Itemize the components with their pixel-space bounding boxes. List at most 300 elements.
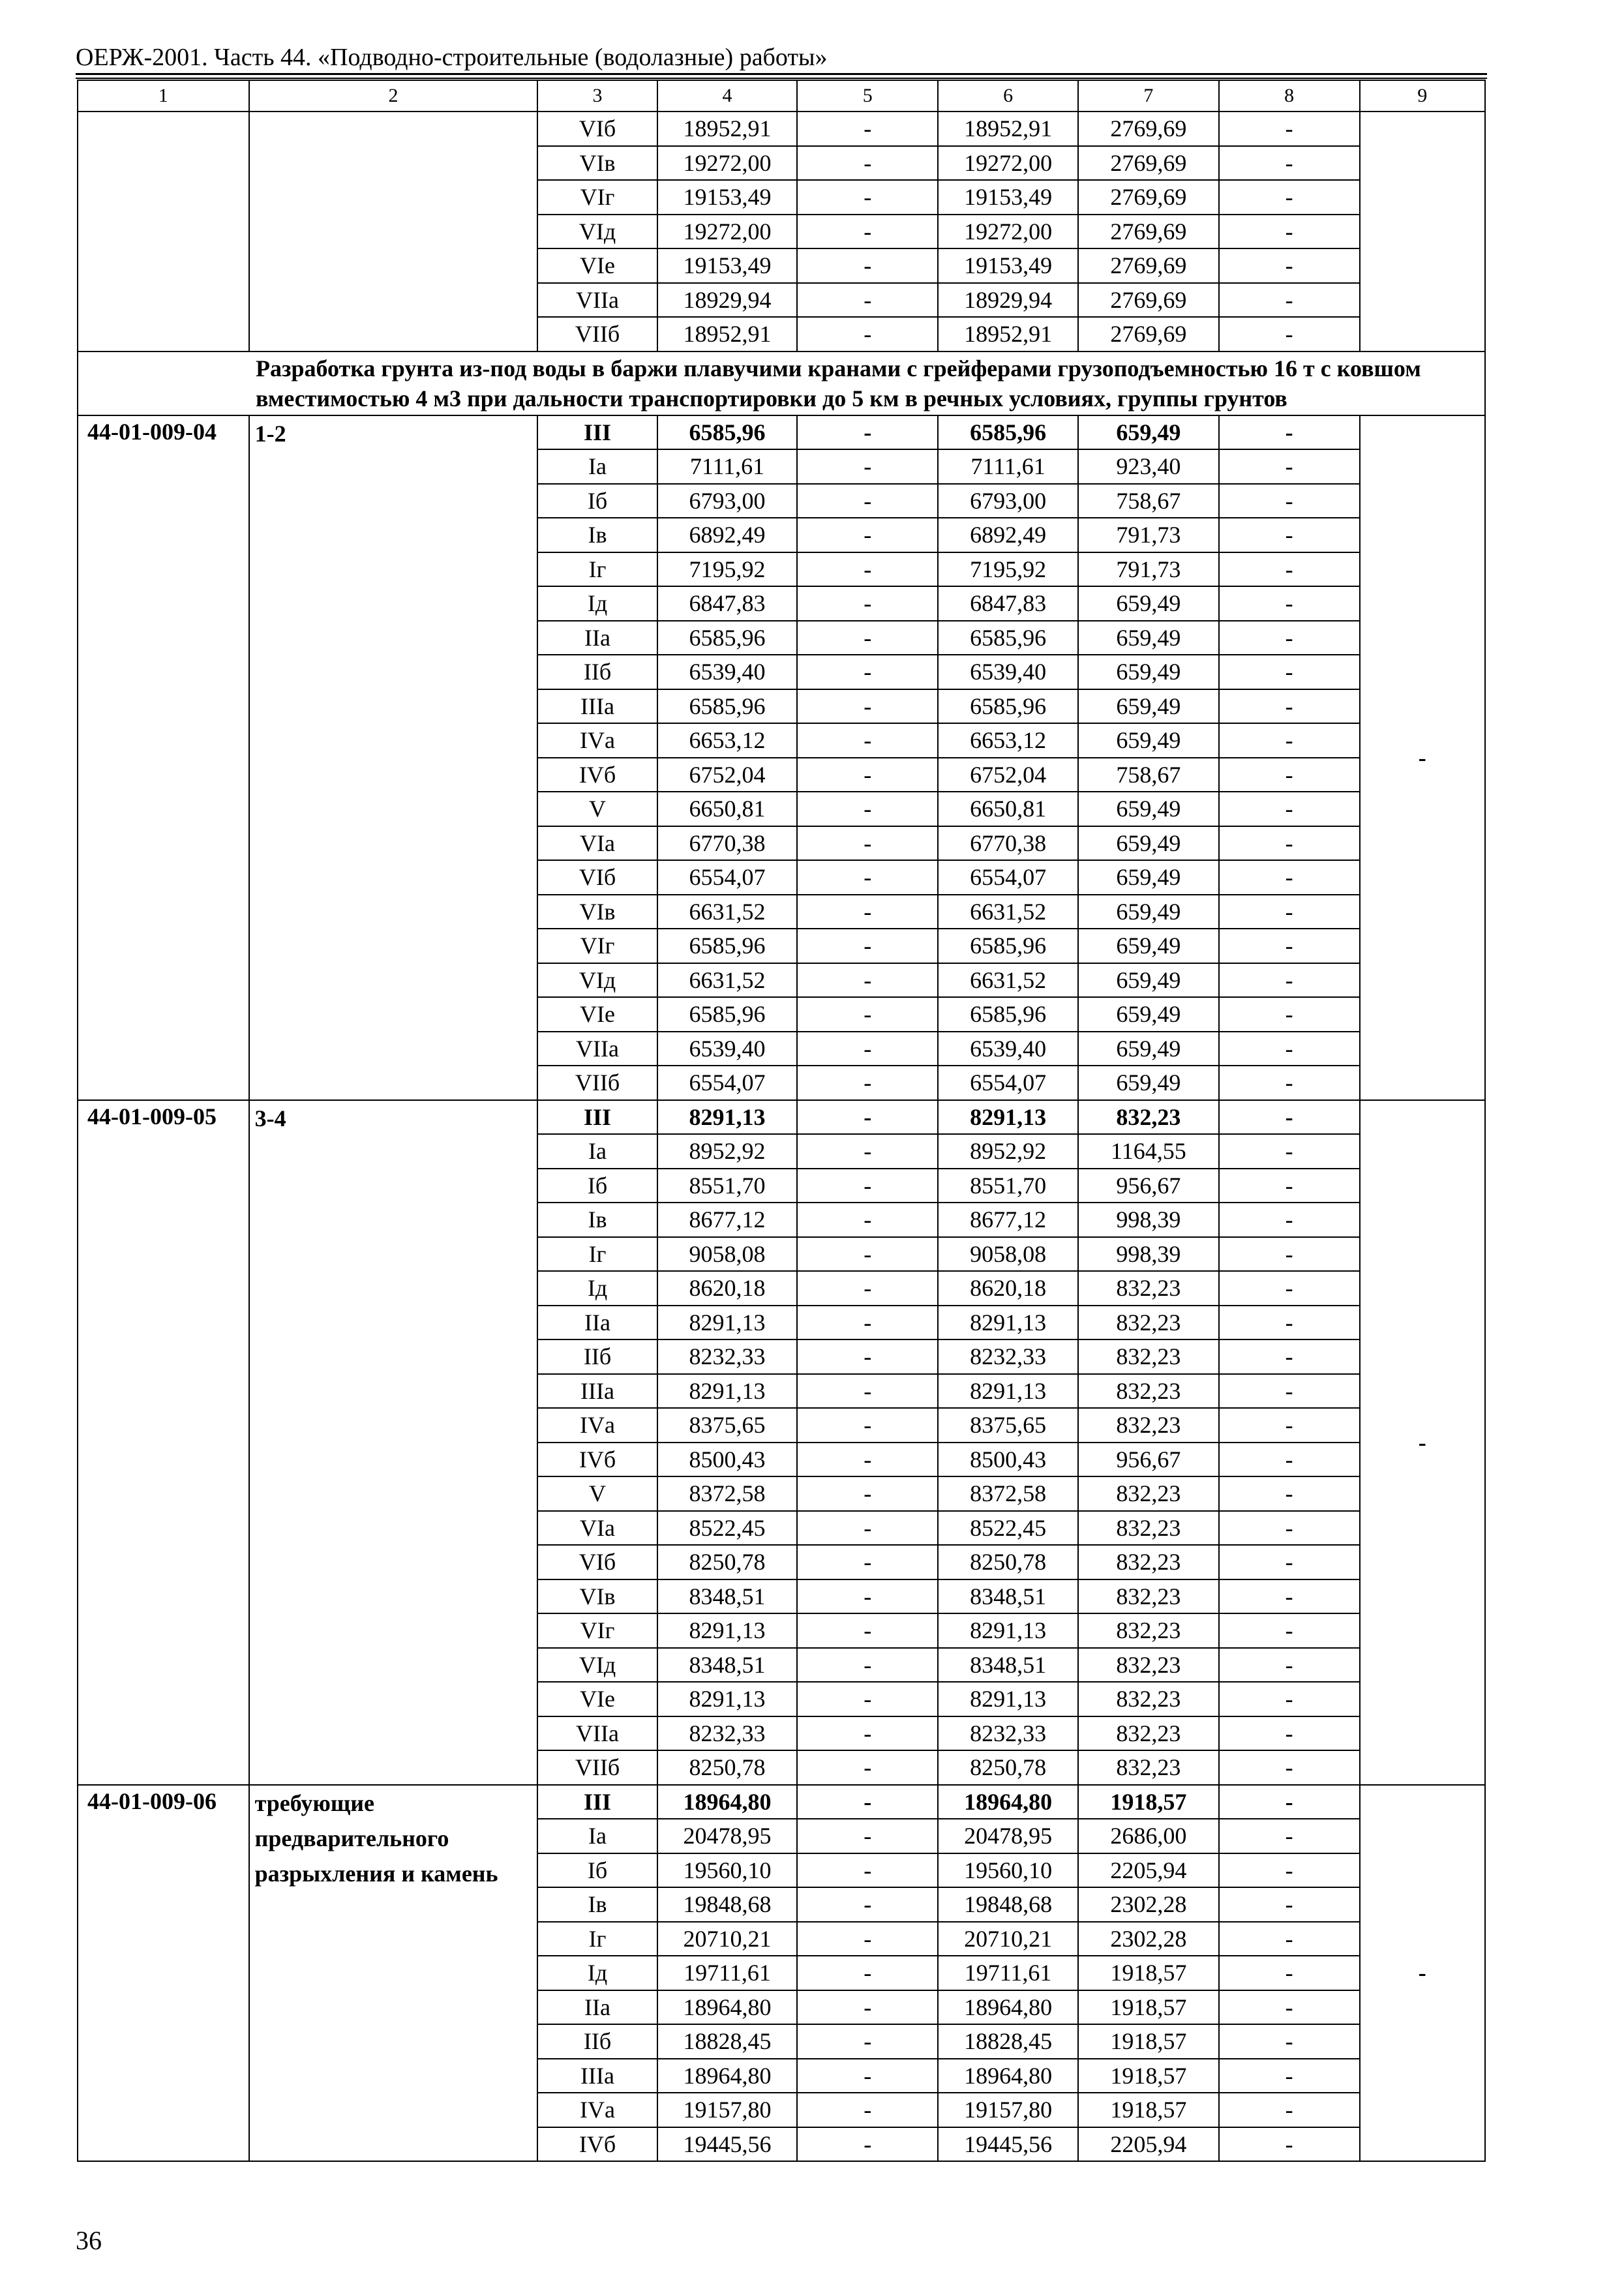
direct-cost-cell: 6554,07 xyxy=(657,1066,798,1100)
materials-cell: - xyxy=(1219,1990,1360,2025)
operator-wages-cell: 2769,69 xyxy=(1078,112,1219,146)
operator-wages-cell: 659,49 xyxy=(1078,792,1219,826)
operator-wages-cell: 659,49 xyxy=(1078,929,1219,963)
direct-cost-cell: 18929,94 xyxy=(657,283,798,318)
materials-cell: - xyxy=(1219,2059,1360,2093)
machinery-cell: 8250,78 xyxy=(938,1750,1078,1785)
rate-code: 44-01-009-06 xyxy=(78,1785,249,2162)
direct-cost-cell: 8952,92 xyxy=(657,1134,798,1169)
machinery-cell: 19272,00 xyxy=(938,215,1078,249)
operator-wages-cell: 791,73 xyxy=(1078,552,1219,587)
machinery-cell: 8551,70 xyxy=(938,1169,1078,1203)
machinery-cell: 8372,58 xyxy=(938,1476,1078,1511)
soil-group-cell: Iа xyxy=(537,1134,657,1169)
page-header-title: ОЕРЖ-2001. Часть 44. «Подводно-строительные (водолазные) работы» xyxy=(76,44,828,71)
operator-wages-cell: 659,49 xyxy=(1078,895,1219,929)
machinery-cell: 8620,18 xyxy=(938,1271,1078,1306)
wages-cell: - xyxy=(797,895,938,929)
wages-cell: - xyxy=(797,1134,938,1169)
operator-wages-cell: 998,39 xyxy=(1078,1237,1219,1272)
operator-wages-cell: 1918,57 xyxy=(1078,1990,1219,2025)
wages-cell: - xyxy=(797,1613,938,1648)
column-number: 7 xyxy=(1078,80,1219,112)
materials-cell: - xyxy=(1219,1648,1360,1683)
page-number: 36 xyxy=(76,2226,102,2255)
wages-cell: - xyxy=(797,1579,938,1614)
operator-wages-cell: 659,49 xyxy=(1078,860,1219,895)
materials-cell: - xyxy=(1219,1785,1360,1819)
direct-cost-cell: 20478,95 xyxy=(657,1819,798,1853)
direct-cost-cell: 6892,49 xyxy=(657,518,798,552)
soil-group-cell: Iв xyxy=(537,1203,657,1237)
soil-group-cell: IIIа xyxy=(537,1374,657,1409)
operator-wages-cell: 1164,55 xyxy=(1078,1134,1219,1169)
materials-cell: - xyxy=(1219,1887,1360,1922)
soil-group-cell: VIб xyxy=(537,112,657,146)
machinery-cell: 18952,91 xyxy=(938,317,1078,352)
machinery-cell: 19153,49 xyxy=(938,180,1078,215)
direct-cost-cell: 6770,38 xyxy=(657,826,798,861)
operator-wages-cell: 659,49 xyxy=(1078,997,1219,1032)
wages-cell: - xyxy=(797,449,938,484)
materials-cell: - xyxy=(1219,826,1360,861)
machinery-cell: 18828,45 xyxy=(938,2024,1078,2059)
wages-cell: - xyxy=(797,215,938,249)
machinery-cell: 20710,21 xyxy=(938,1922,1078,1956)
materials-cell: - xyxy=(1219,1134,1360,1169)
table-row xyxy=(78,112,1485,146)
rate-code: 44-01-009-05 xyxy=(78,1100,249,1785)
soil-group-cell: IIб xyxy=(537,655,657,689)
operator-wages-cell: 659,49 xyxy=(1078,586,1219,621)
machinery-cell: 6892,49 xyxy=(938,518,1078,552)
direct-cost-cell: 8232,33 xyxy=(657,1716,798,1751)
materials-cell: - xyxy=(1219,1237,1360,1272)
materials-cell: - xyxy=(1219,552,1360,587)
soil-group-cell: Iв xyxy=(537,518,657,552)
machinery-cell: 8291,13 xyxy=(938,1682,1078,1716)
materials-cell: - xyxy=(1219,415,1360,450)
wages-cell: - xyxy=(797,1306,938,1340)
operator-wages-cell: 832,23 xyxy=(1078,1100,1219,1135)
materials-cell: - xyxy=(1219,1271,1360,1306)
machinery-cell: 8291,13 xyxy=(938,1306,1078,1340)
direct-cost-cell: 6752,04 xyxy=(657,758,798,792)
machinery-cell: 19711,61 xyxy=(938,1956,1078,1990)
wages-cell: - xyxy=(797,2127,938,2162)
materials-cell: - xyxy=(1219,963,1360,998)
materials-cell: - xyxy=(1219,1750,1360,1785)
materials-cell: - xyxy=(1219,1922,1360,1956)
soil-group-cell: VIг xyxy=(537,929,657,963)
materials-cell: - xyxy=(1219,758,1360,792)
machinery-cell: 8348,51 xyxy=(938,1648,1078,1683)
wages-cell: - xyxy=(797,2093,938,2127)
direct-cost-cell: 8291,13 xyxy=(657,1306,798,1340)
direct-cost-cell: 18952,91 xyxy=(657,112,798,146)
wages-cell: - xyxy=(797,1032,938,1066)
machinery-cell: 19157,80 xyxy=(938,2093,1078,2127)
soil-group-name: 1-2 xyxy=(249,415,538,1100)
wages-cell: - xyxy=(797,518,938,552)
wages-cell: - xyxy=(797,1750,938,1785)
wages-cell: - xyxy=(797,792,938,826)
column-number-row xyxy=(78,80,1485,112)
direct-cost-cell: 6650,81 xyxy=(657,792,798,826)
direct-cost-cell: 8375,65 xyxy=(657,1408,798,1443)
machinery-cell: 19153,49 xyxy=(938,248,1078,283)
machinery-cell: 8952,92 xyxy=(938,1134,1078,1169)
wages-cell: - xyxy=(797,2059,938,2093)
direct-cost-cell: 6653,12 xyxy=(657,723,798,758)
soil-group-cell: IVа xyxy=(537,723,657,758)
wages-cell: - xyxy=(797,248,938,283)
soil-group-cell: IIа xyxy=(537,621,657,655)
direct-cost-cell: 8348,51 xyxy=(657,1648,798,1683)
materials-cell: - xyxy=(1219,723,1360,758)
soil-group-cell: IIб xyxy=(537,1339,657,1374)
machinery-cell: 8232,33 xyxy=(938,1716,1078,1751)
machinery-cell: 8500,43 xyxy=(938,1443,1078,1477)
machinery-cell: 19560,10 xyxy=(938,1853,1078,1888)
soil-group-cell: IIIа xyxy=(537,689,657,724)
wages-cell: - xyxy=(797,2024,938,2059)
direct-cost-cell: 8250,78 xyxy=(657,1545,798,1579)
column-number: 6 xyxy=(938,80,1078,112)
operator-wages-cell: 659,49 xyxy=(1078,1066,1219,1100)
soil-group-cell: VIIб xyxy=(537,317,657,352)
column-number: 1 xyxy=(78,80,249,112)
machinery-cell: 6585,96 xyxy=(938,689,1078,724)
materials-cell: - xyxy=(1219,929,1360,963)
table-row xyxy=(78,1785,1485,1819)
operator-wages-cell: 923,40 xyxy=(1078,449,1219,484)
materials-cell: - xyxy=(1219,586,1360,621)
machinery-cell: 18929,94 xyxy=(938,283,1078,318)
operator-wages-cell: 832,23 xyxy=(1078,1271,1219,1306)
wages-cell: - xyxy=(797,1648,938,1683)
direct-cost-cell: 7195,92 xyxy=(657,552,798,587)
soil-group-cell: VIе xyxy=(537,248,657,283)
materials-cell: - xyxy=(1219,689,1360,724)
direct-cost-cell: 8291,13 xyxy=(657,1682,798,1716)
materials-cell: - xyxy=(1219,449,1360,484)
materials-cell: - xyxy=(1219,248,1360,283)
direct-cost-cell: 8500,43 xyxy=(657,1443,798,1477)
materials-cell: - xyxy=(1219,215,1360,249)
materials-cell: - xyxy=(1219,792,1360,826)
wages-cell: - xyxy=(797,484,938,518)
materials-cell: - xyxy=(1219,1613,1360,1648)
operator-wages-cell: 832,23 xyxy=(1078,1579,1219,1614)
machinery-cell: 6752,04 xyxy=(938,758,1078,792)
wages-cell: - xyxy=(797,1819,938,1853)
operator-wages-cell: 832,23 xyxy=(1078,1682,1219,1716)
operator-wages-cell: 659,49 xyxy=(1078,826,1219,861)
machinery-cell: 8232,33 xyxy=(938,1339,1078,1374)
operator-wages-cell: 832,23 xyxy=(1078,1750,1219,1785)
direct-cost-cell: 19153,49 xyxy=(657,180,798,215)
operator-wages-cell: 2769,69 xyxy=(1078,317,1219,352)
materials-cell: - xyxy=(1219,1032,1360,1066)
operator-wages-cell: 2769,69 xyxy=(1078,215,1219,249)
operator-wages-cell: 659,49 xyxy=(1078,621,1219,655)
direct-cost-cell: 19272,00 xyxy=(657,215,798,249)
soil-group-cell: Iд xyxy=(537,1956,657,1990)
direct-cost-cell: 18964,80 xyxy=(657,1785,798,1819)
column-number: 4 xyxy=(657,80,798,112)
operator-wages-cell: 832,23 xyxy=(1078,1716,1219,1751)
wages-cell: - xyxy=(797,1853,938,1888)
materials-cell: - xyxy=(1219,860,1360,895)
operator-wages-cell: 791,73 xyxy=(1078,518,1219,552)
soil-group-cell: Iг xyxy=(537,1237,657,1272)
machinery-cell: 6539,40 xyxy=(938,1032,1078,1066)
wages-cell: - xyxy=(797,826,938,861)
wages-cell: - xyxy=(797,415,938,450)
operator-wages-cell: 2302,28 xyxy=(1078,1887,1219,1922)
operator-wages-cell: 2686,00 xyxy=(1078,1819,1219,1853)
operator-wages-cell: 832,23 xyxy=(1078,1339,1219,1374)
direct-cost-cell: 6793,00 xyxy=(657,484,798,518)
wages-cell: - xyxy=(797,1956,938,1990)
materials-cell: - xyxy=(1219,1819,1360,1853)
soil-group-cell: IVб xyxy=(537,1443,657,1477)
operator-wages-cell: 832,23 xyxy=(1078,1476,1219,1511)
wages-cell: - xyxy=(797,1169,938,1203)
direct-cost-cell: 18952,91 xyxy=(657,317,798,352)
wages-cell: - xyxy=(797,1990,938,2025)
machinery-cell: 18952,91 xyxy=(938,112,1078,146)
wages-cell: - xyxy=(797,317,938,352)
machinery-cell: 6770,38 xyxy=(938,826,1078,861)
direct-cost-cell: 8348,51 xyxy=(657,1579,798,1614)
wages-cell: - xyxy=(797,1374,938,1409)
machinery-cell: 6631,52 xyxy=(938,963,1078,998)
rates-table xyxy=(77,80,1486,2162)
wages-cell: - xyxy=(797,655,938,689)
table-row xyxy=(78,1100,1485,1135)
materials-cell: - xyxy=(1219,484,1360,518)
wages-cell: - xyxy=(797,1785,938,1819)
direct-cost-cell: 19157,80 xyxy=(657,2093,798,2127)
soil-group-cell: Iд xyxy=(537,1271,657,1306)
machinery-cell: 6539,40 xyxy=(938,655,1078,689)
machinery-cell: 6650,81 xyxy=(938,792,1078,826)
labor-cell: - xyxy=(1360,1100,1485,1785)
wages-cell: - xyxy=(797,1408,938,1443)
direct-cost-cell: 6631,52 xyxy=(657,895,798,929)
machinery-cell: 8522,45 xyxy=(938,1511,1078,1546)
soil-group-cell: VIе xyxy=(537,1682,657,1716)
materials-cell: - xyxy=(1219,655,1360,689)
rates-table-body xyxy=(78,80,1485,2161)
operator-wages-cell: 2302,28 xyxy=(1078,1922,1219,1956)
soil-group-cell: VIг xyxy=(537,1613,657,1648)
wages-cell: - xyxy=(797,283,938,318)
machinery-cell: 8291,13 xyxy=(938,1100,1078,1135)
soil-group-cell: VIIб xyxy=(537,1750,657,1785)
operator-wages-cell: 832,23 xyxy=(1078,1511,1219,1546)
direct-cost-cell: 8551,70 xyxy=(657,1169,798,1203)
machinery-cell: 7195,92 xyxy=(938,552,1078,587)
soil-group-cell: VIа xyxy=(537,826,657,861)
wages-cell: - xyxy=(797,758,938,792)
soil-group-cell: Iг xyxy=(537,1922,657,1956)
direct-cost-cell: 8291,13 xyxy=(657,1613,798,1648)
header-rule xyxy=(76,78,1487,79)
soil-group-cell: III xyxy=(537,415,657,450)
operator-wages-cell: 659,49 xyxy=(1078,655,1219,689)
direct-cost-cell: 8372,58 xyxy=(657,1476,798,1511)
soil-group-cell: VIIа xyxy=(537,1032,657,1066)
materials-cell: - xyxy=(1219,1716,1360,1751)
direct-cost-cell: 6585,96 xyxy=(657,997,798,1032)
wages-cell: - xyxy=(797,723,938,758)
operator-wages-cell: 758,67 xyxy=(1078,484,1219,518)
materials-cell: - xyxy=(1219,1682,1360,1716)
table-row xyxy=(78,415,1485,450)
materials-cell: - xyxy=(1219,2093,1360,2127)
operator-wages-cell: 659,49 xyxy=(1078,1032,1219,1066)
materials-cell: - xyxy=(1219,1100,1360,1135)
direct-cost-cell: 8522,45 xyxy=(657,1511,798,1546)
direct-cost-cell: 7111,61 xyxy=(657,449,798,484)
soil-group-cell: V xyxy=(537,792,657,826)
materials-cell: - xyxy=(1219,1956,1360,1990)
soil-group-cell: Iа xyxy=(537,449,657,484)
soil-group-cell: VIе xyxy=(537,997,657,1032)
materials-cell: - xyxy=(1219,112,1360,146)
machinery-cell: 8291,13 xyxy=(938,1374,1078,1409)
materials-cell: - xyxy=(1219,1066,1360,1100)
direct-cost-cell: 19153,49 xyxy=(657,248,798,283)
soil-group-cell: IIа xyxy=(537,1990,657,2025)
soil-group-cell: IVб xyxy=(537,758,657,792)
wages-cell: - xyxy=(797,1271,938,1306)
soil-group-cell: Iг xyxy=(537,552,657,587)
operator-wages-cell: 2205,94 xyxy=(1078,2127,1219,2162)
direct-cost-cell: 9058,08 xyxy=(657,1237,798,1272)
header-rule xyxy=(76,73,1487,75)
soil-group-cell: VIв xyxy=(537,1579,657,1614)
soil-group-cell: IIа xyxy=(537,1306,657,1340)
materials-cell: - xyxy=(1219,1511,1360,1546)
wages-cell: - xyxy=(797,1066,938,1100)
soil-group-cell: IVа xyxy=(537,1408,657,1443)
code-cell xyxy=(78,112,249,352)
soil-group-cell: VIг xyxy=(537,180,657,215)
machinery-cell: 19272,00 xyxy=(938,146,1078,181)
direct-cost-cell: 19272,00 xyxy=(657,146,798,181)
direct-cost-cell: 8620,18 xyxy=(657,1271,798,1306)
wages-cell: - xyxy=(797,180,938,215)
operator-wages-cell: 832,23 xyxy=(1078,1374,1219,1409)
soil-group-cell: VIд xyxy=(537,963,657,998)
materials-cell: - xyxy=(1219,518,1360,552)
soil-group-cell: III xyxy=(537,1785,657,1819)
machinery-cell: 6585,96 xyxy=(938,929,1078,963)
wages-cell: - xyxy=(797,1443,938,1477)
operator-wages-cell: 2769,69 xyxy=(1078,180,1219,215)
machinery-cell: 20478,95 xyxy=(938,1819,1078,1853)
wages-cell: - xyxy=(797,963,938,998)
wages-cell: - xyxy=(797,860,938,895)
operator-wages-cell: 1918,57 xyxy=(1078,2024,1219,2059)
wages-cell: - xyxy=(797,1887,938,1922)
materials-cell: - xyxy=(1219,895,1360,929)
machinery-cell: 8291,13 xyxy=(938,1613,1078,1648)
soil-group-cell: VIIб xyxy=(537,1066,657,1100)
soil-group-cell: VIб xyxy=(537,860,657,895)
soil-group-cell: VIд xyxy=(537,1648,657,1683)
materials-cell: - xyxy=(1219,1476,1360,1511)
machinery-cell: 6847,83 xyxy=(938,586,1078,621)
soil-group-cell: VIа xyxy=(537,1511,657,1546)
wages-cell: - xyxy=(797,1922,938,1956)
wages-cell: - xyxy=(797,1545,938,1579)
column-number: 9 xyxy=(1360,80,1485,112)
machinery-cell: 6631,52 xyxy=(938,895,1078,929)
operator-wages-cell: 2769,69 xyxy=(1078,248,1219,283)
direct-cost-cell: 8291,13 xyxy=(657,1374,798,1409)
machinery-cell: 6793,00 xyxy=(938,484,1078,518)
soil-group-cell: VIIа xyxy=(537,1716,657,1751)
column-number: 3 xyxy=(537,80,657,112)
direct-cost-cell: 8232,33 xyxy=(657,1339,798,1374)
materials-cell: - xyxy=(1219,1408,1360,1443)
soil-group-cell: V xyxy=(537,1476,657,1511)
wages-cell: - xyxy=(797,997,938,1032)
direct-cost-cell: 8677,12 xyxy=(657,1203,798,1237)
machinery-cell: 19445,56 xyxy=(938,2127,1078,2162)
machinery-cell: 19848,68 xyxy=(938,1887,1078,1922)
soil-group-cell: Iб xyxy=(537,1853,657,1888)
labor-cell xyxy=(1360,112,1485,352)
direct-cost-cell: 6554,07 xyxy=(657,860,798,895)
machinery-cell: 6554,07 xyxy=(938,860,1078,895)
direct-cost-cell: 20710,21 xyxy=(657,1922,798,1956)
materials-cell: - xyxy=(1219,621,1360,655)
machinery-cell: 6585,96 xyxy=(938,415,1078,450)
direct-cost-cell: 6539,40 xyxy=(657,1032,798,1066)
materials-cell: - xyxy=(1219,1443,1360,1477)
operator-wages-cell: 1918,57 xyxy=(1078,2059,1219,2093)
materials-cell: - xyxy=(1219,2127,1360,2162)
operator-wages-cell: 659,49 xyxy=(1078,723,1219,758)
direct-cost-cell: 19560,10 xyxy=(657,1853,798,1888)
soil-group-cell: IVа xyxy=(537,2093,657,2127)
direct-cost-cell: 19445,56 xyxy=(657,2127,798,2162)
soil-group-cell: Iа xyxy=(537,1819,657,1853)
materials-cell: - xyxy=(1219,146,1360,181)
operator-wages-cell: 1918,57 xyxy=(1078,1785,1219,1819)
machinery-cell: 8348,51 xyxy=(938,1579,1078,1614)
wages-cell: - xyxy=(797,1339,938,1374)
soil-group-name: требующие предварительного разрыхления и камень xyxy=(249,1785,538,2162)
direct-cost-cell: 19711,61 xyxy=(657,1956,798,1990)
wages-cell: - xyxy=(797,1100,938,1135)
soil-group-cell: VIб xyxy=(537,1545,657,1579)
soil-group-cell: VIв xyxy=(537,146,657,181)
materials-cell: - xyxy=(1219,317,1360,352)
operator-wages-cell: 998,39 xyxy=(1078,1203,1219,1237)
column-number: 5 xyxy=(797,80,938,112)
operator-wages-cell: 1918,57 xyxy=(1078,1956,1219,1990)
machinery-cell: 6653,12 xyxy=(938,723,1078,758)
wages-cell: - xyxy=(797,621,938,655)
wages-cell: - xyxy=(797,146,938,181)
